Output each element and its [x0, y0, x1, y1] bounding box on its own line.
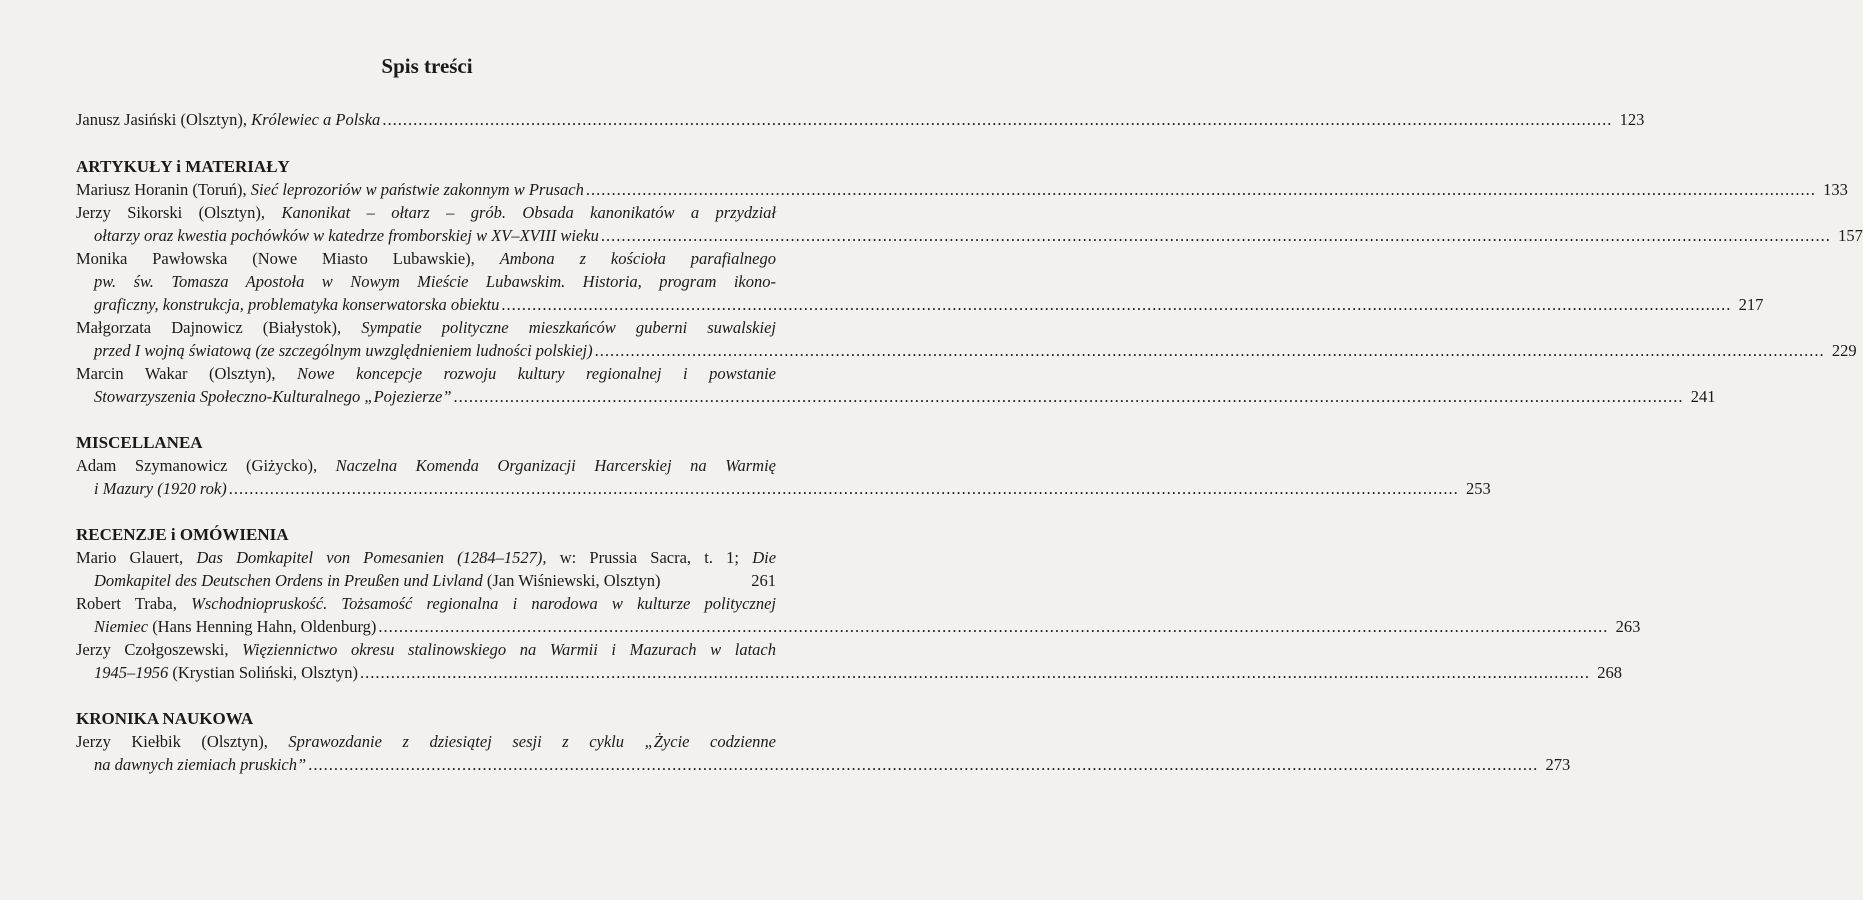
entry-title: Das Domkapitel von Pomesanien (1284–1527),	[196, 548, 547, 567]
toc-entry	[76, 201, 1863, 247]
entry-title-cont: ołtarzy oraz kwestia pochówków w katedrze fromborskiej w XV–XVIII wieku	[94, 226, 599, 245]
page-number: 273	[1545, 755, 1571, 774]
entry-title: Sieć leprozoriów w państwie zakonnym w Prusach	[250, 180, 584, 199]
page-number: 123	[1619, 110, 1645, 129]
entry-reviewer: (Krystian Soliński, Olsztyn)	[172, 663, 358, 682]
entry-author: Mariusz Horanin (Toruń),	[76, 180, 247, 199]
entry-title: Sprawozdanie z dziesiątej sesji z cyklu „Życie codzienne	[288, 732, 777, 751]
leader-dots: ................................................................................................................................................................................................................................................	[228, 479, 1459, 498]
entry-title: Nowe koncepcje rozwoju kultury regionalnej i powstanie	[297, 364, 777, 383]
leader-dots: ................................................................................................................................................................................................................................................	[382, 110, 1613, 129]
page-number: 217	[1738, 295, 1764, 314]
entry-title-cont: graficzny, konstrukcja, problematyka konserwatorska obiektu	[94, 295, 500, 314]
entry-title: Kanonikat – ołtarz – grób. Obsada kanonikatów a przydział	[281, 203, 776, 222]
toc-entry	[76, 546, 776, 592]
table-of-contents	[76, 108, 1863, 776]
entry-author: Marcin Wakar (Olsztyn),	[76, 364, 276, 383]
entry-author: Jerzy Czołgoszewski,	[76, 640, 229, 659]
entry-author: Małgorzata Dajnowicz (Białystok),	[76, 318, 342, 337]
leader-dots: ................................................................................................................................................................................................................................................	[360, 663, 1590, 682]
entry-title-cont: i Mazury (1920 rok)	[94, 479, 227, 498]
leader-dots: ................................................................................................................................................................................................................................................	[453, 387, 1684, 406]
entry-author: Jerzy Sikorski (Olsztyn),	[76, 203, 266, 222]
toc-entry	[76, 454, 1491, 500]
page-number: 253	[1466, 479, 1491, 498]
page-number: 229	[1831, 341, 1857, 360]
section-heading-recenzje: RECENZJE i OMÓWIENIA	[76, 525, 289, 544]
entry-author: Adam Szymanowicz (Giżycko),	[76, 456, 318, 475]
toc-entry	[76, 316, 1857, 362]
entry-title-cont: przed I wojną światową (ze szczególnym uwzględnieniem ludności polskiej)	[94, 341, 593, 360]
leader-dots: ................................................................................................................................................................................................................................................	[600, 226, 1831, 245]
toc-entry	[76, 247, 1764, 316]
entry-reviewer: (Jan Wiśniewski, Olsztyn)	[486, 571, 661, 590]
entry-title-cont: Stowarzyszenia Społeczno-Kulturalnego „Pojezierze”	[94, 387, 452, 406]
entry-title: Ambona z kościoła parafialnego	[499, 249, 776, 268]
leader-dots: ................................................................................................................................................................................................................................................	[501, 295, 1732, 314]
entry-title-cont: 1945–1956	[94, 663, 169, 682]
entry-title: Sympatie polityczne mieszkańców guberni suwalskiej	[361, 318, 776, 337]
entry-title-cont: na dawnych ziemiach pruskich”	[94, 755, 307, 774]
leader-dots: ................................................................................................................................................................................................................................................	[308, 755, 1539, 774]
page-number: 268	[1597, 663, 1622, 682]
toc-entry-intro	[76, 108, 1645, 131]
entry-author: Jerzy Kiełbik (Olsztyn),	[76, 732, 268, 751]
entry-title: Wschodniopruskość. Tożsamość regionalna i narodowa w kulturze politycznej	[191, 594, 777, 613]
section-heading-artykuly: ARTYKUŁY i MATERIAŁY	[76, 157, 290, 176]
entry-title: Więziennictwo okresu stalinowskiego na Warmii i Mazurach w latach	[242, 640, 777, 659]
page-number: 261	[751, 571, 776, 590]
toc-entry	[76, 592, 1641, 638]
leader-dots: ................................................................................................................................................................................................................................................	[585, 180, 1816, 199]
entry-title-cont: pw. św. Tomasza Apostoła w Nowym Mieście Lubawskim. Historia, program ikono-	[94, 272, 776, 291]
section-heading-kronika: KRONIKA NAUKOWA	[76, 709, 254, 728]
toc-entry	[76, 178, 1848, 201]
entry-title: Królewiec a Polska	[251, 110, 381, 129]
leader-dots: ................................................................................................................................................................................................................................................	[378, 617, 1609, 636]
entry-reviewer: (Hans Henning Hahn, Oldenburg)	[152, 617, 377, 636]
section-heading-miscellanea: MISCELLANEA	[76, 433, 203, 452]
entry-author: Monika Pawłowska (Nowe Miasto Lubawskie),	[76, 249, 475, 268]
page-number: 241	[1690, 387, 1716, 406]
entry-title-cont: Niemiec	[94, 617, 149, 636]
page-number: 157	[1838, 226, 1863, 245]
entry-title: Naczelna Komenda Organizacji Harcerskiej na Warmię	[335, 456, 776, 475]
page-number: 133	[1823, 180, 1848, 199]
entry-author: Robert Traba,	[76, 594, 177, 613]
entry-title-cont: Domkapitel des Deutschen Ordens in Preußen und Livland	[94, 571, 483, 590]
page-title: Spis treści	[381, 54, 473, 78]
toc-entry	[76, 730, 1571, 776]
leader-dots: ................................................................................................................................................................................................................................................	[594, 341, 1825, 360]
toc-entry	[76, 638, 1622, 684]
entry-source: w: Prussia Sacra, t. 1;	[559, 548, 739, 567]
entry-author: Janusz Jasiński (Olsztyn),	[76, 110, 247, 129]
toc-entry	[76, 362, 1716, 408]
page-number: 263	[1615, 617, 1641, 636]
entry-author: Mario Glauert,	[76, 548, 184, 567]
entry-title: Die	[752, 548, 777, 567]
